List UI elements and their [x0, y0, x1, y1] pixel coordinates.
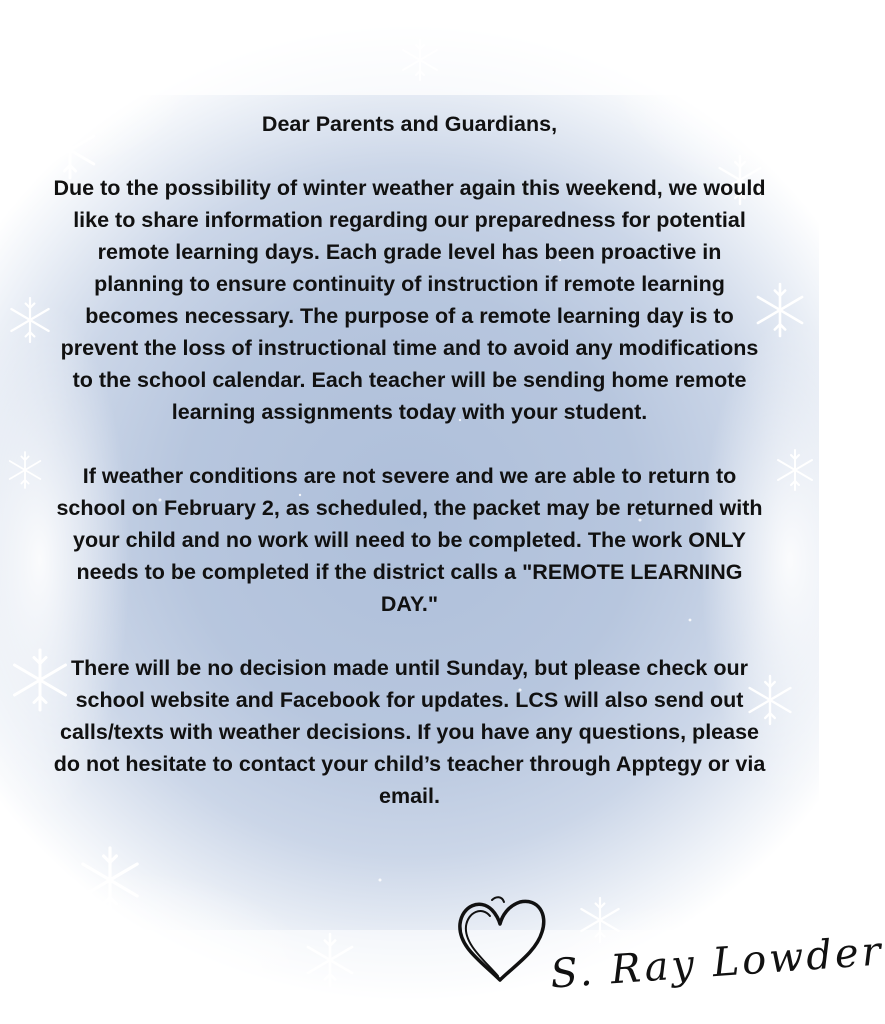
letter-paragraph-3: There will be no decision made until Sunday, but please check our school website and Facebook for updates. LCS will also send out calls/texts with weather decisions. If you have any questions, please do not hesitate to contact your child’s teacher through Apptegy or via email. [53, 656, 766, 808]
signature-name: S. Ray Lowder [548, 928, 885, 998]
letter-paragraph-2: If weather conditions are not severe and we are able to return to school on February 2, as scheduled, the packet may be returned with your child and no work will need to be completed. The work ONLY needs to be completed if the district calls a "REMOTE LEARNING DAY." [56, 464, 763, 616]
signature-block [452, 892, 885, 1007]
letter-body [50, 108, 769, 844]
letter-greeting: Dear Parents and Guardians, [261, 112, 558, 136]
letter-paragraph-1: Due to the possibility of winter weather again this weekend, we would like to share information regarding our preparedness for potential remote learning days. Each grade level has been proactive in planning to ensure continuity of instruction if remote learning becomes necessary. The purpose of a remote learning day is to prevent the loss of instructional time and to avoid any modifications to the school calendar. Each teacher will be sending home remote learning assignments today with your student. [53, 176, 766, 424]
heart-icon [452, 892, 552, 987]
